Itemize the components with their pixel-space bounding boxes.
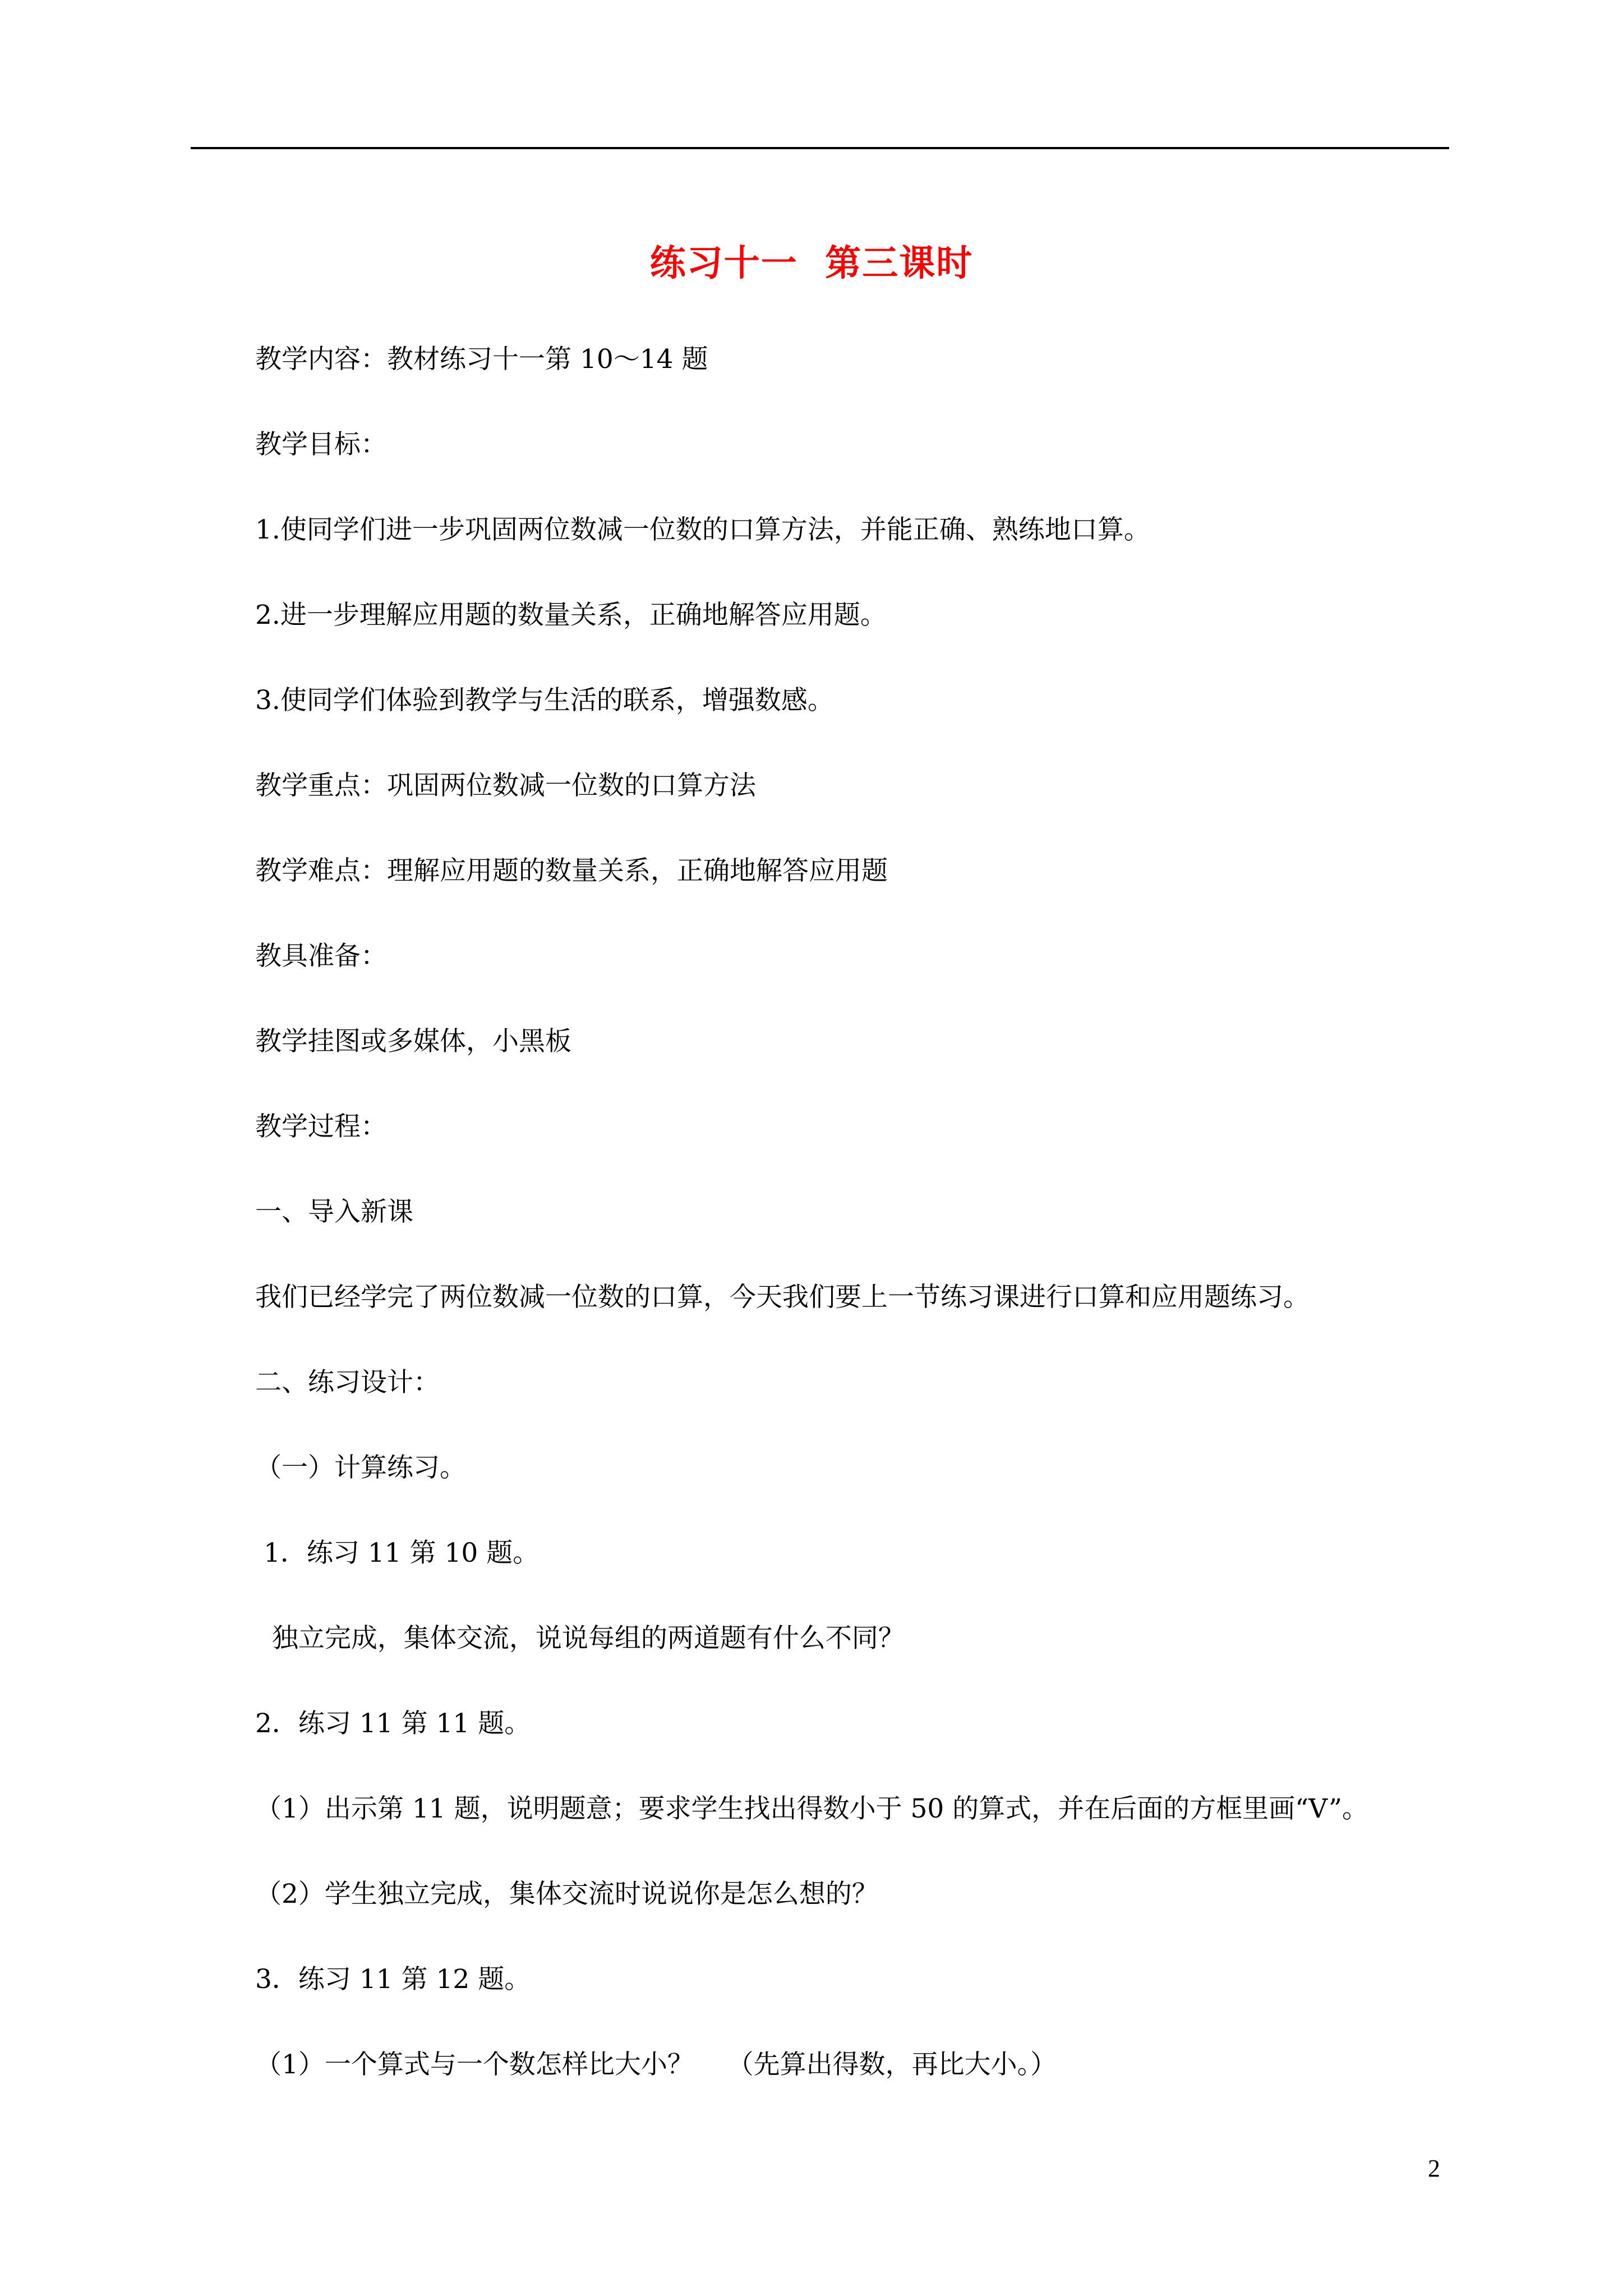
teaching-content: 教学内容：教材练习十一第 10～14 题 bbox=[255, 344, 708, 375]
teaching-aids: 教学挂图或多媒体，小黑板 bbox=[255, 1026, 571, 1057]
exercise-1-text: 独立完成，集体交流，说说每组的两道题有什么不同？ bbox=[255, 1623, 905, 1654]
subsection-1-heading: （一）计算练习。 bbox=[255, 1452, 466, 1483]
teaching-difficulty: 教学难点：理解应用题的数量关系，正确地解答应用题 bbox=[255, 855, 888, 886]
teaching-goals-heading: 教学目标： bbox=[255, 429, 387, 460]
goal-1: 1.使同学们进一步巩固两位数减一位数的口算方法，并能正确、熟练地口算。 bbox=[255, 514, 1150, 545]
exercise-2-step-2: （2）学生独立完成，集体交流时说说你是怎么想的？ bbox=[255, 1879, 878, 1910]
exercise-3-step-1: （1）一个算式与一个数怎样比大小？ （先算出得数，再比大小。） bbox=[255, 2049, 1057, 2080]
teaching-focus: 教学重点：巩固两位数减一位数的口算方法 bbox=[255, 770, 756, 801]
teaching-aids-heading: 教具准备： bbox=[255, 941, 387, 972]
exercise-2-step-1: （1）出示第 11 题，说明题意；要求学生找出得数小于 50 的算式，并在后面的方框里画“V”。 bbox=[255, 1793, 1368, 1824]
goal-2: 2.进一步理解应用题的数量关系，正确地解答应用题。 bbox=[255, 600, 887, 631]
page-number: 2 bbox=[1428, 2155, 1440, 2182]
section-1-heading: 一、导入新课 bbox=[255, 1197, 413, 1227]
header-rule bbox=[191, 147, 1449, 149]
exercise-2-heading: 2．练习 11 第 11 题。 bbox=[255, 1708, 531, 1739]
exercise-3-heading: 3．练习 11 第 12 题。 bbox=[255, 1964, 531, 1995]
goal-3: 3.使同学们体验到教学与生活的联系，增强数感。 bbox=[255, 685, 834, 716]
page-title: 练习十一 第三课时 bbox=[649, 242, 974, 284]
teaching-process-heading: 教学过程： bbox=[255, 1111, 387, 1142]
section-1-text: 我们已经学完了两位数减一位数的口算，今天我们要上一节练习课进行口算和应用题练习。 bbox=[255, 1282, 1310, 1313]
section-2-heading: 二、练习设计： bbox=[255, 1367, 440, 1398]
exercise-1-heading: 1．练习 11 第 10 题。 bbox=[255, 1538, 540, 1568]
